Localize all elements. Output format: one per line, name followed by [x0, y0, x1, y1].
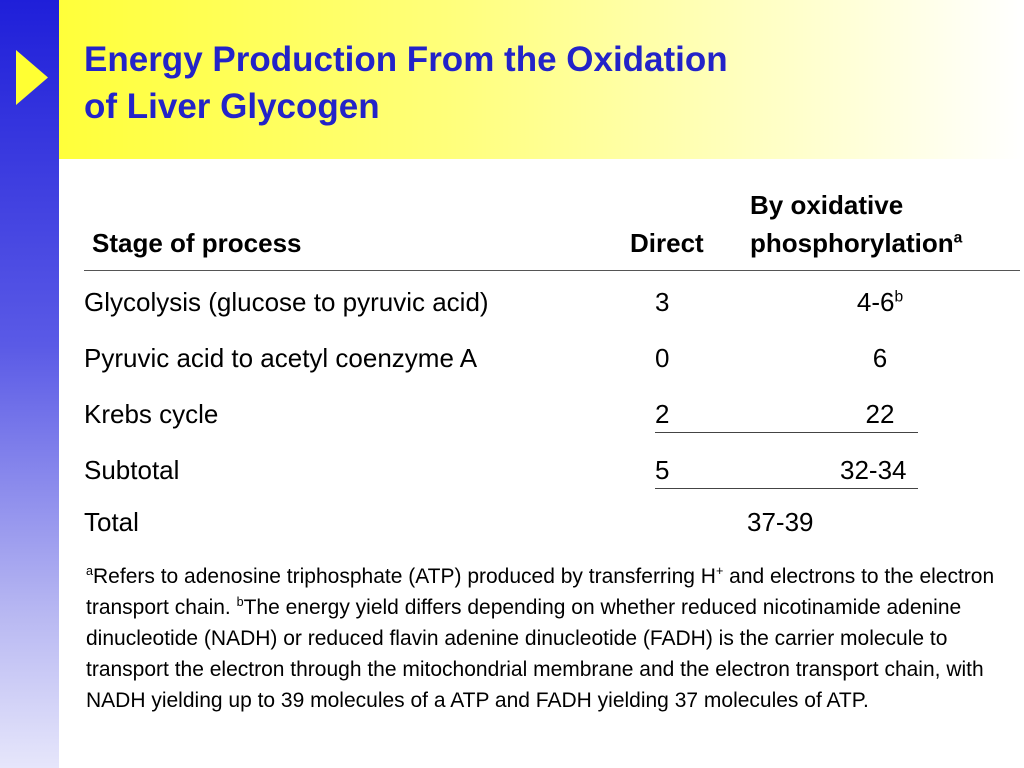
row-pyruvic-stage: Pyruvic acid to acetyl coenzyme A — [84, 343, 478, 373]
row-glycolysis-stage: Glycolysis (glucose to pyruvic acid) — [84, 287, 489, 317]
footnote-text-a2: and electrons to the electron transport chain. — [86, 565, 995, 619]
row-subtotal-direct: 5 — [655, 455, 670, 485]
krebs-underline — [655, 432, 918, 433]
play-triangle-icon — [16, 50, 48, 105]
row-pyruvic-direct: 0 — [655, 343, 670, 373]
subtotal-underline — [655, 488, 918, 489]
slide-title — [84, 36, 728, 130]
row-krebs-oxidative: 22 — [865, 399, 895, 429]
footnote-text-b: The energy yield differs depending on whether reduced nicotinamide adenine dinucleotide (NADH) or reduced flavin adenine dinucleotide (FADH) is the carrier molecule to transport the electron through the mitochondrial membrane and the electron transport chain, with NADH yielding up to 39 molecules of a ATP and FADH yielding 37 molecules of ATP. — [86, 596, 984, 712]
footnote-sup-plus: + — [715, 564, 724, 578]
sidebar-gradient-bar — [0, 0, 59, 768]
footnote-text-a: Refers to adenosine triphosphate (ATP) produced by transferring H — [93, 565, 716, 588]
row-krebs-direct: 2 — [655, 399, 670, 429]
row-subtotal-stage: Subtotal — [84, 455, 180, 485]
row-glycolysis-direct: 3 — [655, 287, 670, 317]
footnote-sup-b: b — [236, 595, 244, 609]
row-krebs-stage: Krebs cycle — [84, 399, 219, 429]
header-oxidative-sup: a — [953, 229, 963, 247]
table-footnote — [86, 561, 1016, 716]
slide-title-line1: Energy Production From the Oxidation — [84, 40, 728, 79]
row-pyruvic-oxidative: 6 — [872, 343, 888, 373]
row-total-label: Total — [84, 507, 139, 537]
footnote-sup-a: a — [86, 564, 94, 578]
row-glycolysis-sup: b — [894, 288, 904, 306]
slide-title-line2: of Liver Glycogen — [84, 87, 380, 126]
header-oxidative-line1: By oxidative — [750, 190, 904, 220]
row-total-value: 37-39 — [747, 507, 814, 537]
row-subtotal-oxidative: 32-34 — [840, 455, 907, 485]
header-divider — [84, 270, 1020, 271]
header-direct: Direct — [630, 228, 704, 258]
row-glycolysis-oxidative: 4-6$^b$ — [856, 287, 904, 317]
header-stage: Stage of process — [92, 228, 302, 258]
header-oxidative-line2: phosphorylation$^a$ — [750, 228, 963, 258]
